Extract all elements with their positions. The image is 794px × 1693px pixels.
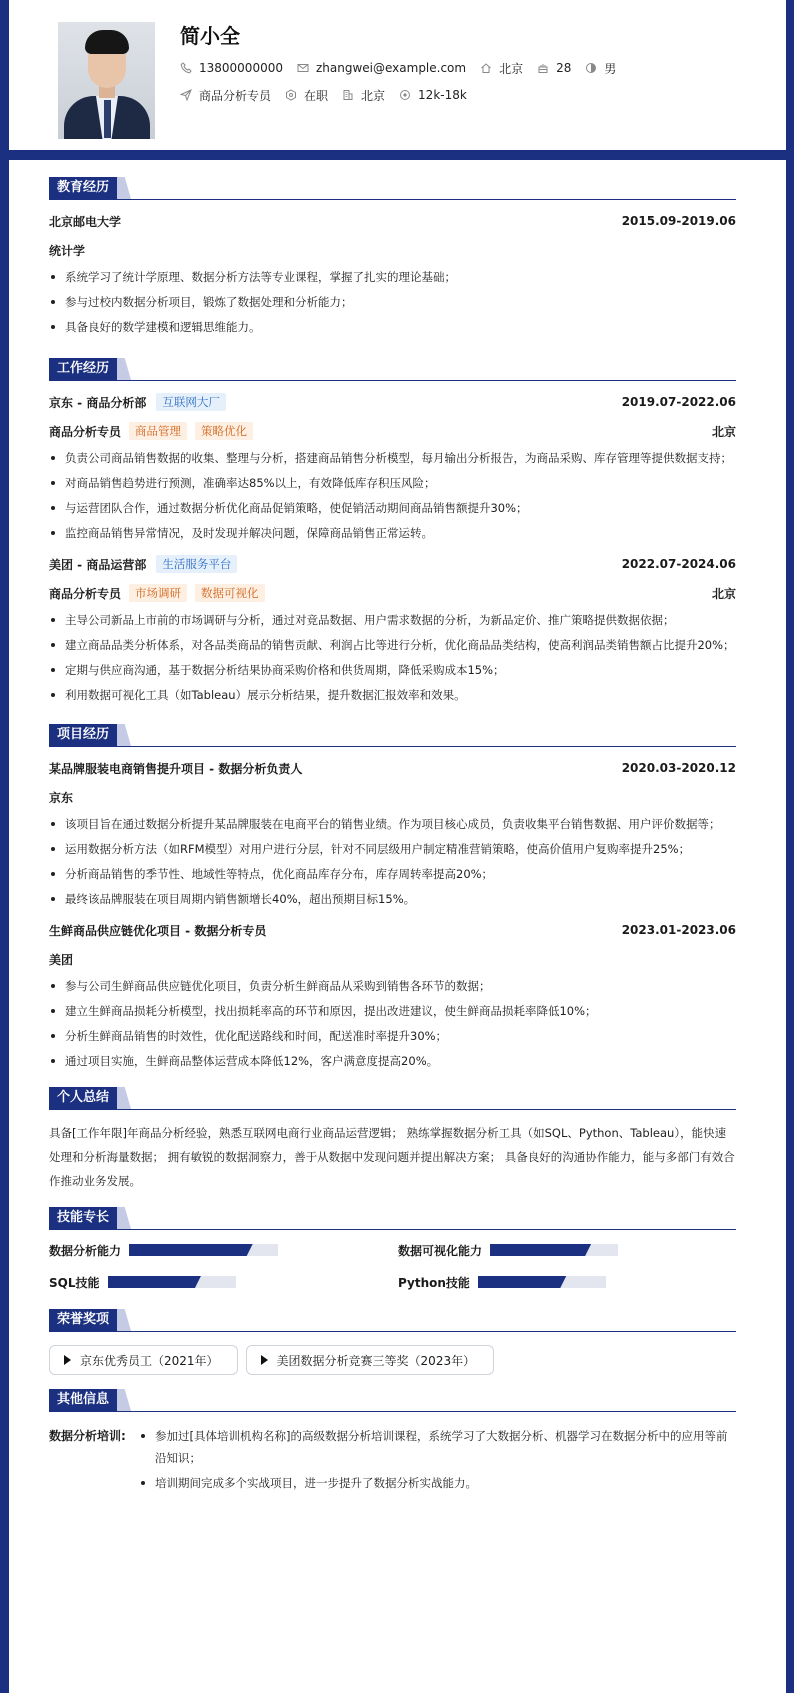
list-item: 参加过[具体培训机构名称]的高级数据分析培训课程，系统学习了大数据分析、机器学习在数据分析中的应用等前沿知识； bbox=[131, 1425, 736, 1469]
skill-bar bbox=[478, 1276, 606, 1288]
age-text: 28 bbox=[556, 61, 572, 75]
project-entry-header bbox=[49, 920, 736, 940]
city-item bbox=[480, 60, 523, 77]
section-title: 工作经历 bbox=[49, 358, 117, 380]
status-text: 在职 bbox=[304, 88, 329, 103]
company-tag: 生活服务平台 bbox=[156, 555, 237, 573]
skill-item bbox=[49, 1275, 398, 1289]
send-icon bbox=[180, 89, 192, 101]
company-tag: 互联网大厂 bbox=[156, 393, 226, 411]
award-text: 京东优秀员工（2021年） bbox=[80, 1353, 219, 1368]
list-item: 建立生鲜商品损耗分析模型，找出损耗率高的环节和原因，提出改进建议，使生鲜商品损耗率降低10%； bbox=[49, 1000, 736, 1022]
city-text: 北京 bbox=[499, 61, 524, 76]
work-period: 2022.07-2024.06 bbox=[621, 557, 736, 571]
list-item: 建立商品品类分析体系，对各品类商品的销售贡献、利润占比等进行分析，优化商品品类结构，使高利润品类销售额占比提升20%； bbox=[49, 634, 736, 656]
project-org: 京东 bbox=[49, 790, 74, 805]
summary-section bbox=[49, 1087, 736, 1193]
section-header bbox=[49, 1087, 736, 1111]
list-item: 该项目旨在通过数据分析提升某品牌服装在电商平台的销售业绩。作为项目核心成员，负责收集平台销售数据、用户评价数据等； bbox=[49, 813, 736, 835]
salary-text: 12k-18k bbox=[418, 88, 467, 102]
project-title: 某品牌服装电商销售提升项目 - 数据分析负责人 bbox=[49, 761, 303, 776]
section-title: 教育经历 bbox=[49, 177, 117, 199]
list-item: 培训期间完成多个实战项目，进一步提升了数据分析实战能力。 bbox=[131, 1472, 736, 1494]
list-item: 运用数据分析方法（如RFM模型）对用户进行分层，针对不同层级用户制定精准营销策略，使高价值用户复购率提升25%； bbox=[49, 838, 736, 860]
section-title: 其他信息 bbox=[49, 1389, 117, 1411]
project-org-row bbox=[49, 949, 736, 969]
salary-icon bbox=[399, 89, 411, 101]
job-row bbox=[180, 86, 481, 104]
list-item: 监控商品销售异常情况，及时发现并解决问题，保障商品销售正常运转。 bbox=[49, 522, 736, 544]
project-org-row bbox=[49, 787, 736, 807]
skill-name: 数据可视化能力 bbox=[398, 1243, 483, 1258]
other-label: 数据分析培训: bbox=[49, 1429, 126, 1443]
gender-text: 男 bbox=[604, 61, 617, 76]
section-title: 技能专长 bbox=[49, 1207, 117, 1229]
email-text: zhangwei@example.com bbox=[315, 61, 467, 75]
list-item: 参与过校内数据分析项目，锻炼了数据处理和分析能力； bbox=[49, 291, 736, 313]
project-bullets bbox=[49, 813, 736, 910]
project-org: 美团 bbox=[49, 952, 74, 967]
email-item bbox=[297, 61, 466, 75]
project-title: 生鲜商品供应链优化项目 - 数据分析专员 bbox=[49, 923, 267, 938]
gender-icon bbox=[585, 62, 597, 74]
list-item: 定期与供应商沟通，基于数据分析结果协商采购价格和供货周期，降低采购成本15%； bbox=[49, 659, 736, 681]
frame-notch bbox=[0, 150, 12, 160]
project-period: 2023.01-2023.06 bbox=[621, 923, 736, 937]
list-item: 主导公司新品上市前的市场调研与分析，通过对竞品数据、用户需求数据的分析，为新品定价、推广策略提供数据依据； bbox=[49, 609, 736, 631]
project-bullets bbox=[49, 975, 736, 1072]
play-icon bbox=[64, 1355, 71, 1365]
skill-fill bbox=[478, 1276, 566, 1288]
role-title: 商品分析专员 bbox=[49, 424, 122, 439]
section-header bbox=[49, 358, 736, 382]
list-item: 具备良好的数学建模和逻辑思维能力。 bbox=[49, 316, 736, 338]
skills-grid bbox=[49, 1243, 736, 1289]
work-entry-header bbox=[49, 554, 736, 574]
education-bullets bbox=[49, 266, 736, 338]
skill-bar bbox=[490, 1244, 618, 1256]
work-location: 北京 bbox=[711, 424, 736, 439]
section-header bbox=[49, 177, 736, 201]
right-frame bbox=[786, 0, 794, 1693]
work-entry-header bbox=[49, 392, 736, 412]
project-period: 2020.03-2020.12 bbox=[621, 761, 736, 775]
work-section bbox=[49, 358, 736, 706]
awards-section bbox=[49, 1309, 736, 1375]
phone-item bbox=[180, 61, 283, 75]
skill-name: SQL技能 bbox=[49, 1275, 100, 1290]
list-item: 对商品销售趋势进行预测，准确率达85%以上，有效降低库存积压风险； bbox=[49, 472, 736, 494]
work-bullets bbox=[49, 447, 736, 544]
home-icon bbox=[480, 62, 492, 74]
work-bullets bbox=[49, 609, 736, 706]
work-location: 北京 bbox=[711, 586, 736, 601]
list-item: 系统学习了统计学原理、数据分析方法等专业课程，掌握了扎实的理论基础； bbox=[49, 266, 736, 288]
skill-tag: 策略优化 bbox=[195, 422, 253, 440]
job-title-text: 商品分析专员 bbox=[199, 88, 272, 103]
education-entry-header bbox=[49, 211, 736, 231]
section-header bbox=[49, 1389, 736, 1413]
role-title: 商品分析专员 bbox=[49, 586, 122, 601]
other-bullets bbox=[131, 1425, 736, 1497]
project-entry-header bbox=[49, 758, 736, 778]
major: 统计学 bbox=[49, 243, 86, 258]
work-period: 2019.07-2022.06 bbox=[621, 395, 736, 409]
skill-name: Python技能 bbox=[398, 1275, 470, 1290]
status-icon bbox=[285, 89, 297, 101]
skill-item bbox=[398, 1275, 736, 1289]
section-header bbox=[49, 724, 736, 748]
candidate-name: 简小全 bbox=[180, 24, 240, 48]
job-title-item bbox=[180, 87, 271, 104]
target-city-text: 北京 bbox=[361, 88, 386, 103]
play-icon bbox=[261, 1355, 268, 1365]
company-name: 美团 - 商品运营部 bbox=[49, 557, 147, 572]
education-section bbox=[49, 177, 736, 338]
phone-text: 13800000000 bbox=[199, 61, 283, 75]
skill-item bbox=[398, 1243, 736, 1257]
skill-fill bbox=[129, 1244, 253, 1256]
skills-section bbox=[49, 1207, 736, 1289]
age-icon bbox=[537, 62, 549, 74]
skill-bar bbox=[129, 1244, 278, 1256]
award-text: 美团数据分析竞赛三等奖（2023年） bbox=[276, 1353, 476, 1368]
education-major-row bbox=[49, 240, 736, 260]
other-section bbox=[49, 1389, 736, 1497]
company-name: 京东 - 商品分析部 bbox=[49, 395, 147, 410]
summary-text: 具备[工作年限]年商品分析经验，熟悉互联网电商行业商品运营逻辑； 熟练掌握数据分析工具（如SQL、Python、Tableau），能快速处理和分析海量数据； 拥有敏锐的数据洞察力，善于从数据中发现问题并提出解决方案； 具备良好的沟通协作能力，能与多部门有效合作推动业务发展。 bbox=[49, 1126, 735, 1188]
work-role-row bbox=[49, 583, 736, 603]
list-item: 负责公司商品销售数据的收集、整理与分析，搭建商品销售分析模型，每月输出分析报告，为商品采购、库存管理等提供数据支持； bbox=[49, 447, 736, 469]
skill-fill bbox=[490, 1244, 591, 1256]
projects-section bbox=[49, 724, 736, 1072]
skill-tag: 数据可视化 bbox=[195, 584, 265, 602]
skill-tag: 市场调研 bbox=[129, 584, 187, 602]
school-name: 北京邮电大学 bbox=[49, 214, 122, 229]
gender-item bbox=[585, 60, 616, 77]
award-chip bbox=[246, 1345, 495, 1375]
other-info bbox=[49, 1425, 736, 1497]
salary-item bbox=[399, 88, 467, 102]
award-chip bbox=[49, 1345, 238, 1375]
list-item: 最终该品牌服装在项目周期内销售额增长40%，超出预期目标15%。 bbox=[49, 888, 736, 910]
age-item bbox=[537, 61, 571, 75]
skill-name: 数据分析能力 bbox=[49, 1243, 122, 1258]
list-item: 通过项目实施，生鲜商品整体运营成本降低12%，客户满意度提高20%。 bbox=[49, 1050, 736, 1072]
phone-icon bbox=[180, 62, 192, 74]
skill-tag: 商品管理 bbox=[129, 422, 187, 440]
email-icon bbox=[297, 62, 309, 74]
section-header bbox=[49, 1309, 736, 1333]
status-item bbox=[285, 87, 328, 104]
target-city-item bbox=[342, 87, 385, 104]
section-title: 个人总结 bbox=[49, 1087, 117, 1109]
building-icon bbox=[342, 89, 354, 101]
skill-item bbox=[49, 1243, 398, 1257]
skill-fill bbox=[108, 1276, 201, 1288]
skill-bar bbox=[108, 1276, 236, 1288]
contact-row bbox=[180, 59, 630, 77]
resume-body bbox=[49, 170, 736, 1497]
list-item: 分析生鲜商品销售的时效性，优化配送路线和时间，配送准时率提升30%； bbox=[49, 1025, 736, 1047]
profile-photo bbox=[58, 22, 155, 139]
left-frame bbox=[0, 0, 9, 1693]
education-period: 2015.09-2019.06 bbox=[621, 214, 736, 228]
section-header bbox=[49, 1207, 736, 1231]
list-item: 参与公司生鲜商品供应链优化项目，负责分析生鲜商品从采购到销售各环节的数据； bbox=[49, 975, 736, 997]
work-role-row bbox=[49, 421, 736, 441]
list-item: 分析商品销售的季节性、地域性等特点，优化商品库存分布，库存周转率提高20%； bbox=[49, 863, 736, 885]
awards-list bbox=[49, 1345, 736, 1375]
section-title: 项目经历 bbox=[49, 724, 117, 746]
list-item: 与运营团队合作，通过数据分析优化商品促销策略，使促销活动期间商品销售额提升30%； bbox=[49, 497, 736, 519]
list-item: 利用数据可视化工具（如Tableau）展示分析结果，提升数据汇报效率和效果。 bbox=[49, 684, 736, 706]
section-title: 荣誉奖项 bbox=[49, 1309, 117, 1331]
